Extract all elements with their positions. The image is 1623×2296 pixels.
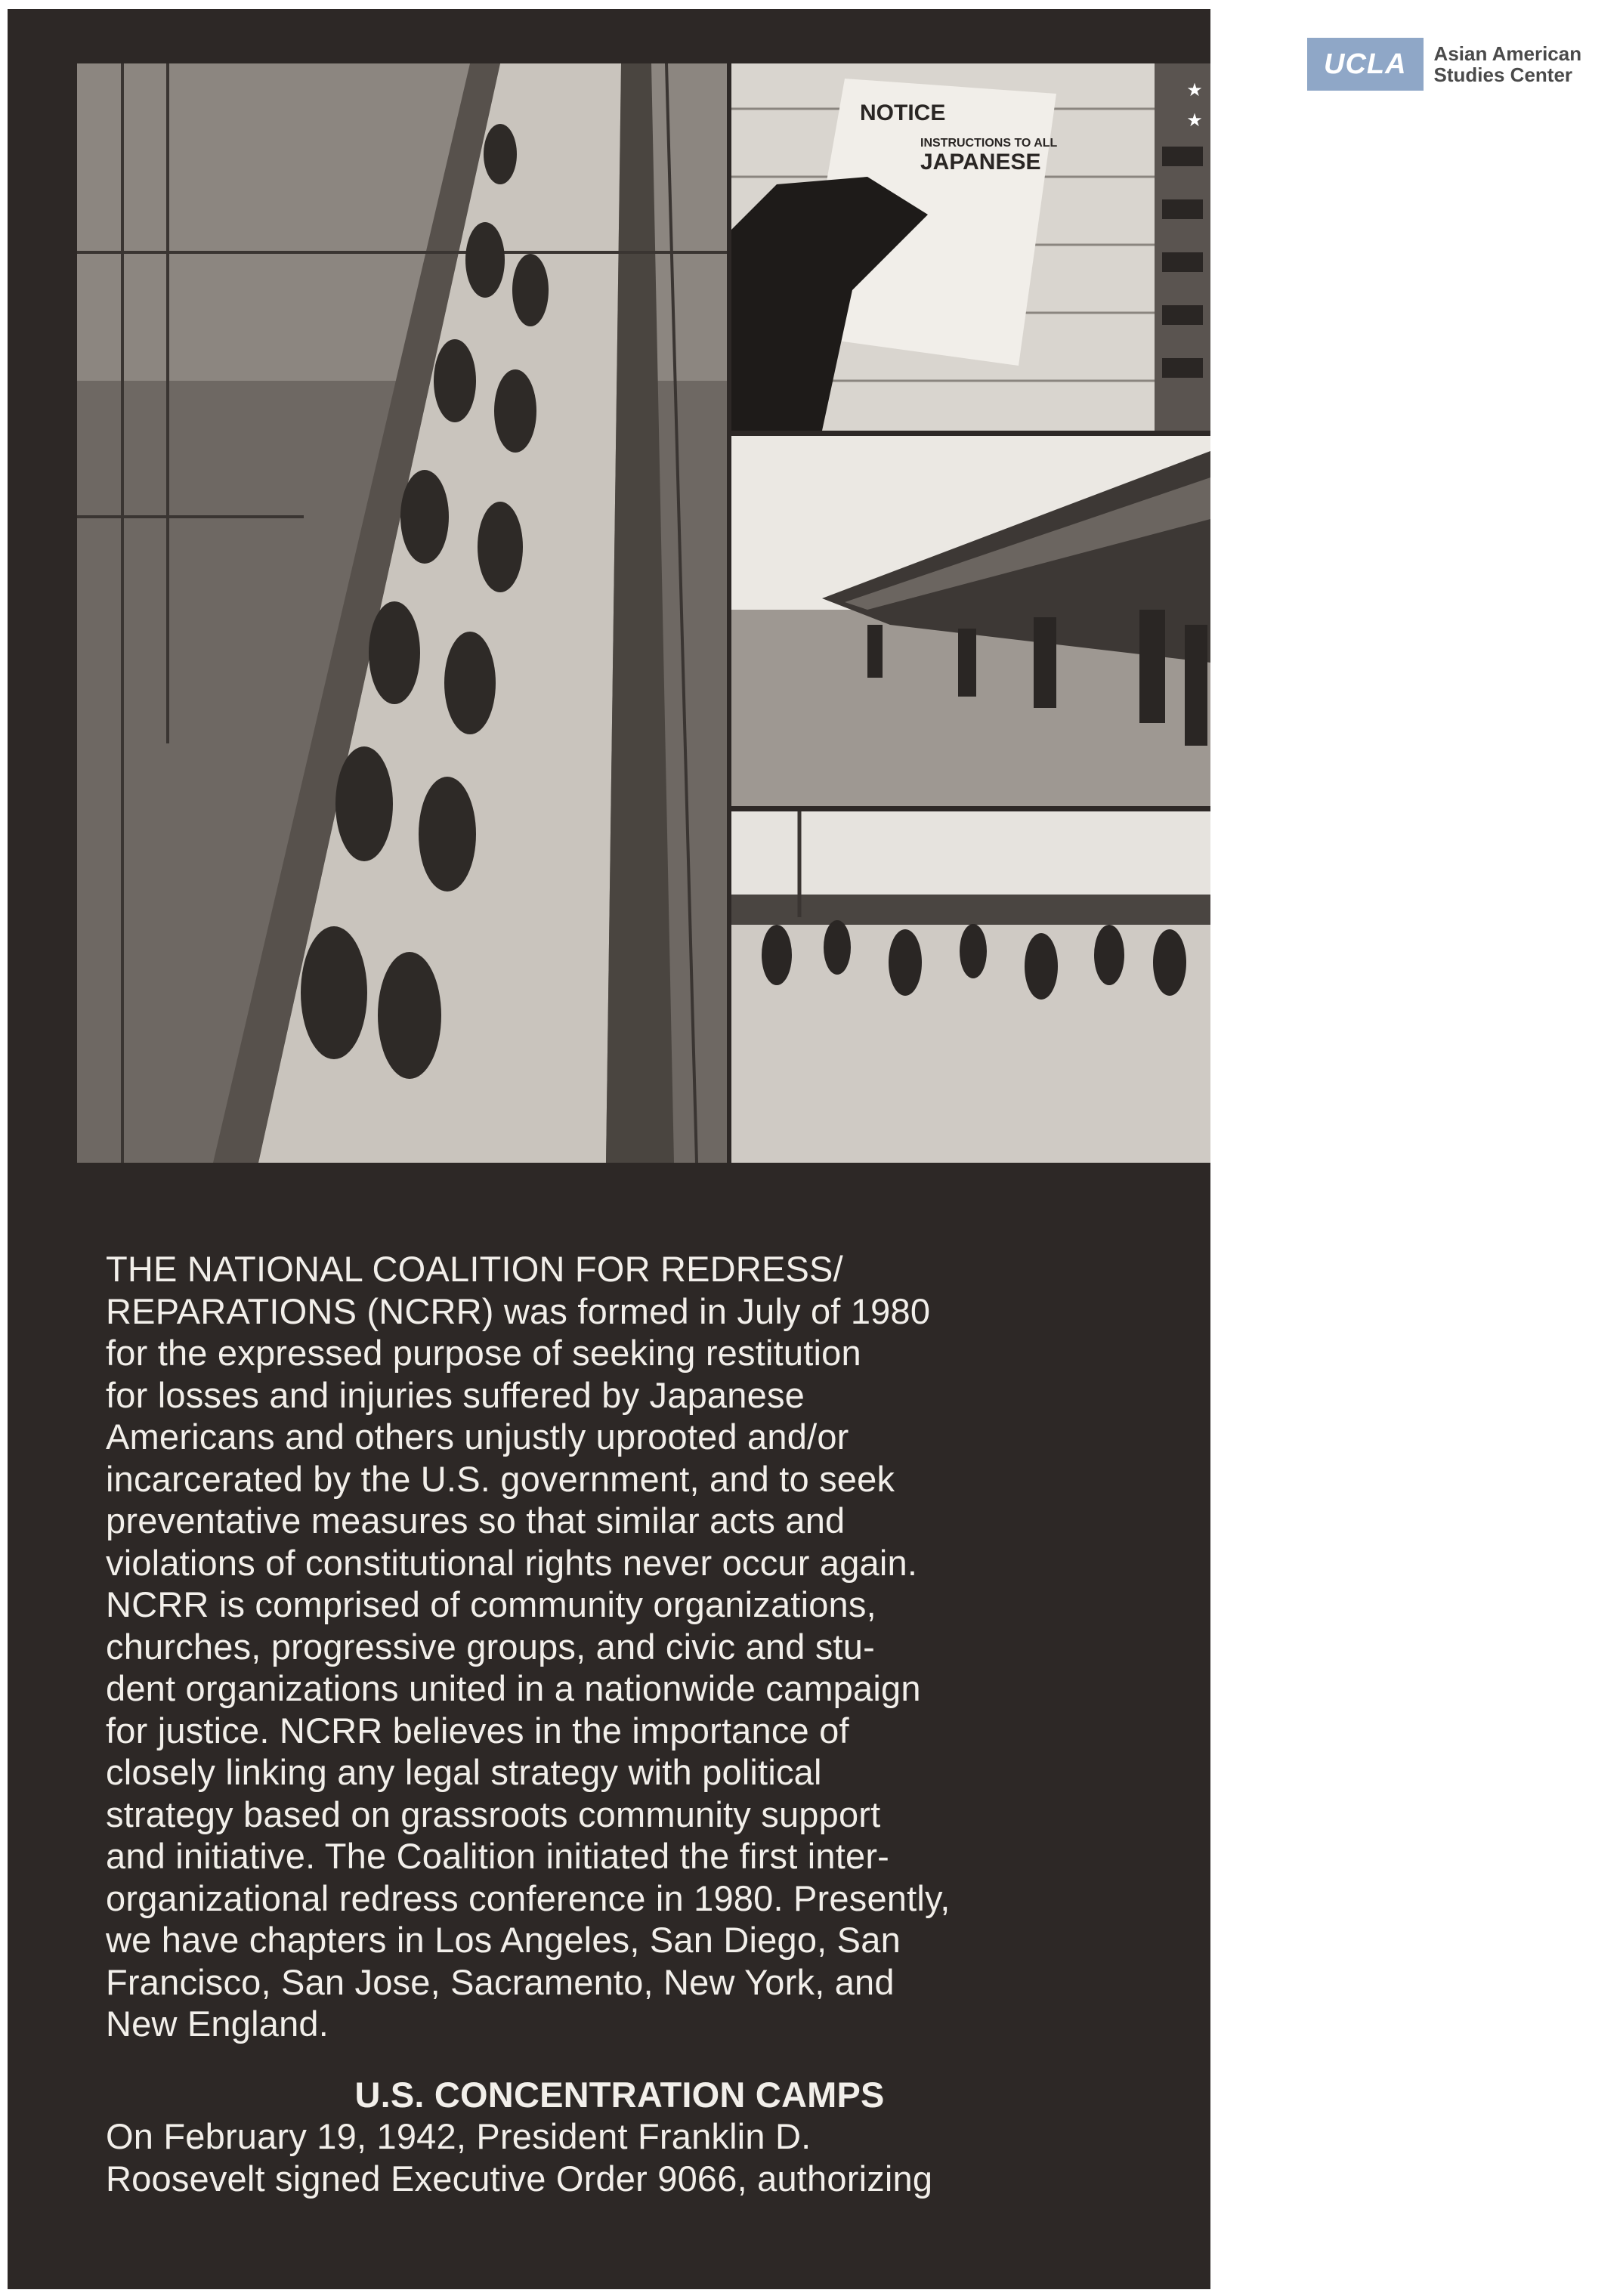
ucla-logo-mark: UCLA <box>1307 38 1424 91</box>
photo-notice-posting <box>731 63 1210 431</box>
paragraph-line: Roosevelt signed Executive Order 9066, authorizing <box>106 2158 933 2199</box>
paragraph-line: Americans and others unjustly uprooted and/or <box>106 1417 849 1457</box>
star-icon: ★ <box>1186 80 1203 100</box>
paragraph-line: preventative measures so that similar acts and <box>106 1500 846 1540</box>
flag-stars <box>1183 76 1206 136</box>
center-name <box>1434 43 1582 85</box>
paragraph-line: we have chapters in Los Angeles, San Diego, San <box>106 1920 901 1960</box>
paragraph-line: On February 19, 1942, President Franklin D. <box>106 2116 812 2156</box>
train-photo-graphic <box>731 436 1210 806</box>
pier-photo-graphic <box>77 63 727 1163</box>
star-icon: ★ <box>1186 110 1203 131</box>
photo-train-departure <box>731 436 1210 806</box>
ucla-logo <box>1307 38 1581 91</box>
paragraph-line: REPARATIONS (NCRR) was formed in July of 1980 <box>106 1290 931 1331</box>
notice-subtitle: INSTRUCTIONS TO ALL <box>920 137 1058 150</box>
paragraph-line: NCRR is comprised of community organizations, <box>106 1584 876 1624</box>
paragraph-line: and initiative. The Coalition initiated the first inter- <box>106 1836 890 1876</box>
paragraph-line: strategy based on grassroots community support <box>106 1794 881 1834</box>
notice-title: NOTICE <box>860 100 946 125</box>
photo-pier-procession <box>77 63 727 1163</box>
ncrr-description <box>106 1248 1164 2199</box>
paragraph-line: incarcerated by the U.S. government, and to seek <box>106 1458 895 1499</box>
paragraph-line: for justice. NCRR believes in the importance of <box>106 1710 849 1751</box>
center-name-line-2: Studies Center <box>1433 63 1573 86</box>
paragraph-line: churches, progressive groups, and civic and stu- <box>106 1626 875 1667</box>
paragraph-line: organizational redress conference in 1980. Presently, <box>106 1877 951 1918</box>
paragraph-line: New England. <box>106 2004 329 2044</box>
center-name-line-1: Asian American <box>1433 42 1582 65</box>
notice-photo-graphic <box>731 63 1210 431</box>
paragraph-line: THE NATIONAL COALITION FOR REDRESS/ <box>106 1249 843 1289</box>
section-heading: U.S. CONCENTRATION CAMPS <box>354 2074 885 2115</box>
brochure-page <box>8 9 1210 2289</box>
camp-photo-graphic <box>731 811 1210 1163</box>
paragraph-line: Francisco, San Jose, Sacramento, New York, and <box>106 1961 895 2002</box>
paragraph-line: dent organizations united in a nationwide campaign <box>106 1668 921 1708</box>
paragraph-line: for the expressed purpose of seeking restitution <box>106 1333 861 1373</box>
paragraph-line: for losses and injuries suffered by Japanese <box>106 1374 805 1415</box>
paragraph-line: closely linking any legal strategy with political <box>106 1752 822 1792</box>
paragraph-line: violations of constitutional rights never occur again. <box>106 1542 918 1583</box>
photo-camp-arrival <box>731 811 1210 1163</box>
notice-headline: JAPANESE <box>920 150 1041 175</box>
